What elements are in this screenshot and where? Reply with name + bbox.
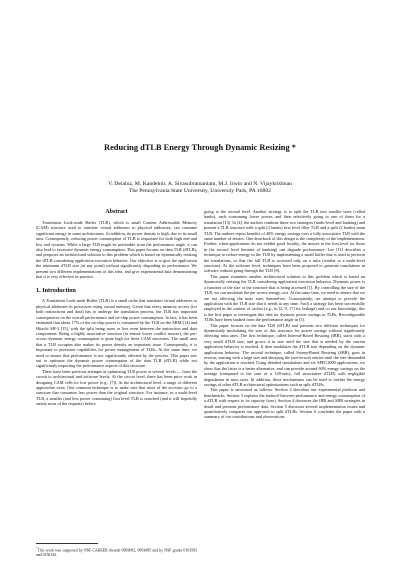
footnote bbox=[36, 546, 197, 558]
right-paragraph-3: This paper focuses on the data TLB (dTLB) and presents two different techniques for dynamically modulating the size of this structure for power savings without significantly affecting miss rates. The first technique, called Interval-Based Resizing (IBR), starts with a very small dTLB size, and grows it in size until the size that is needed by the current application behavior is reached. It then modulates the dTLB size depending on the dynamic application behavior. The second technique, called Sweep-Based Resizing (SBR), goes in reverse, starting with a large size and decaying the (not-in-use) entries until the size demanded by the application is reached. Using detailed simulations and six SPEC2000 applications, we show that the latter is a better alternative, and can provide around 60% energy savings on the average (compared to the case of a 128-entry, full associative dTLB) with negligible degradation in miss rates. In addition, these mechanisms can be used to further the energy savings of other dTLB architectural optimizations such as split dTLBs. bbox=[204, 322, 365, 387]
section-heading-introduction: 1. Introduction bbox=[36, 287, 76, 295]
right-paragraph-4: This paper is structured as follows. Section 2 describes our experimental platform and benchmarks. Section 3 explains the tradeoff between performance and energy consumption of a dTLB with respect to its capacity (size). Section 4 discusses the IBR and SBR strategies in detail and presents performance data. Section 5 discusses several implementation issues and quantitatively compares our approach to split dTLBs. Section 6 concludes the paper with a summary of our contributions and observations. bbox=[204, 387, 365, 420]
right-paragraph-2: This paper examines another architectural solution to this problem which is based on dynamically resizing the TLB considering application execution behavior. Dynamic power is a function of the size of the structure that is being accessed [1]. By controlling the size of the TLB, we can modulate the per access energy cost. At the same time, we need to ensure that we are not affecting the miss rates themselves. Consequently, we attempt to provide the application with the TLB size that it needs at any time. Such a strategy has been successfully employed in the context of caches (e.g., in [2, 9, 17] for leakage) and, to our knowledge, this is the first paper to investigate this idea for dynamic power savings in TLBs. Reconfigurable TLBs have been studied from the performance angle in [3]. bbox=[204, 273, 366, 323]
footnote-rule bbox=[36, 543, 98, 544]
footnote-text: This work was supported by NSF CAREER Awards 0093082, 0093085 and by NSF grants 0103583 and 0130143. bbox=[36, 547, 197, 557]
intro-paragraph-1: A Translation Look-aside Buffer (TLB) is a small cache that translates virtual addresses to physical addresses in processors using virtual memory. Given that every memory access (for both instructions and data) has to undergo the translation process, the TLB has important consequences on the overall performance and on-chip power consumption. In fact, it has been estimated that about 17% of the on-chip power is consumed by the TLB on the ARM [14] and Hitachi SH-3 [15], with the split being more or less even between the instruction and data components. Being a highly associative structure (to ensure lower conflict misses), the per-access dynamic energy consumption is quite high for these CAM structures. The small area that a TLB occupies also makes its power density an important issue. Consequently, it is important to provision capabilities for power management of TLBs. At the same time, we need to ensure that performance is not significantly affected by the process. This paper sets out to optimize the dynamic power consumption of the data TLB (dTLB) while not significantly impacting the performance aspects of this structure. bbox=[36, 298, 197, 369]
footnote-area bbox=[36, 543, 197, 557]
right-paragraph-1: going to the second level. Another strategy is to split the TLB into smaller sizes (called banks), each consuming lower power, and then selectively going to one of them for a translation [13]. In [4], the authors combine these two strategies (multi-level and banking) and present a TLB structure with a split (2 banks) first level filter TLB and a split (2 banks) main TLB. The authors report benefits of 40% energy savings over a fully associative TLB with the same number of entries. One drawback of this design is the complexity of the implementation. Further, when applications do not exhibit good locality, the misses in the first level (or those in the second level because of banking) can degrade performance. Lee [11] describes a technique to reduce energy in the TLB by implementing a small buffer that is used to perform the translations, so that the full TLB is accessed only on a miss (similar to a multi-level structure). At the software level, techniques have been proposed to generate translations in software without going through the TLB [8]. bbox=[204, 209, 365, 274]
abstract-text: Translation Look-aside Buffer (TLB), which is small Content Addressable Memory (CAM) structure used to translate virtual addresses to physical addresses, can consume significant energy in some architectures. In addition, its power density is high, due to its small area. Consequently, reducing power consumption of TLB is important for both high end and low end systems. While a large TLB might be preferable from the performance angle, it can also lead to excessive dynamic energy consumption. This paper focuses on data TLB (dTLB), and proposes an architectural solution to this problem which is based on dynamically resizing the dTLB considering application execution behavior. Our objective is to give the application the minimum dTLB size (at any point) without significantly degrading its performance. We present two different implementations of this idea, and give experimental data demonstrating that it is very effective in practice. bbox=[36, 220, 197, 280]
intro-paragraph-2: There have been previous attempts at optimizing TLB power at several levels — from the circuit to architectural and software levels. At the circuit level, there has been prior work in designing CAM cells for low power (e.g., [7]). At the architectural level, a range of different approaches exist. One common technique is to make sure that most of the accesses go to a structure that consumes less power than the original structure. For instance, in a multi-level TLB, a smaller (and less power consuming) first level TLB is searched (and it will hopefully satisfy most of the requests) before bbox=[36, 368, 197, 407]
abstract-heading: Abstract bbox=[105, 209, 128, 215]
author-block bbox=[30, 181, 370, 195]
author-affiliation: The Pennsylvania State University, University Park, PA 16802 bbox=[128, 188, 272, 194]
left-column bbox=[36, 209, 197, 407]
right-column bbox=[204, 209, 365, 420]
author-names: V. Delaluz, M. Kandemir, A. Sivasubramaniam, M.J. Irwin and N. Vijaykrishnan bbox=[108, 181, 292, 187]
paper-title: Reducing dTLB Energy Through Dynamic Resizing * bbox=[104, 143, 296, 152]
footnote-marker: * bbox=[36, 545, 38, 550]
